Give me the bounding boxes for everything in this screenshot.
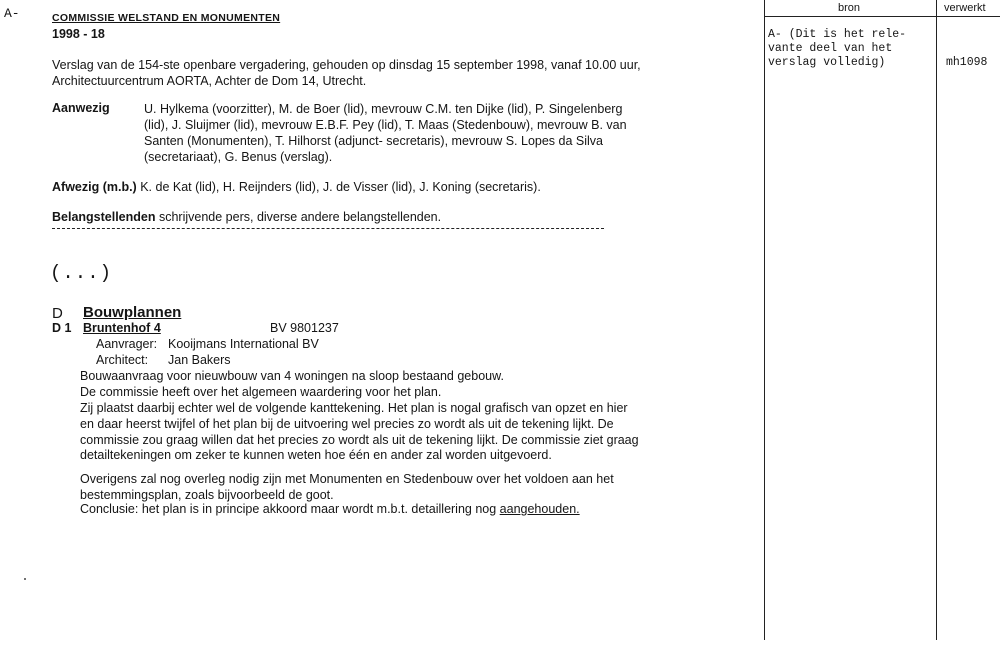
report-number: 1998 - 18 bbox=[52, 27, 105, 41]
scan-speck bbox=[24, 578, 26, 580]
item-paragraph: Bouwaanvraag voor nieuwbouw van 4 woningen na sloop bestaand gebouw. bbox=[80, 369, 504, 383]
organization-name: COMMISSIE WELSTAND EN MONUMENTEN bbox=[52, 12, 281, 24]
absent-label: Afwezig (m.b.) bbox=[52, 180, 137, 194]
item-reference: BV 9801237 bbox=[270, 321, 339, 335]
item-title: Bruntenhof 4 bbox=[83, 321, 161, 335]
interested-label: Belangstellenden bbox=[52, 210, 156, 224]
column-header-verwerkt: verwerkt bbox=[944, 2, 986, 14]
item-paragraph: Zij plaatst daarbij echter wel de volgende kanttekening. Het plan is nogal grafisch van opzet en hier en daar heerst twijfel of het plan bij de uitvoering wel precies zo wordt als uit de tekening lijkt. De commissie zou graag willen dat het precies zo wordt als uit de tekening lijkt. De commissie ziet graag detailtekeningen om zeker te kunnen weten hoe één en ander zal worden uitgevoerd. bbox=[80, 401, 639, 463]
conclusion-status: aangehouden. bbox=[499, 502, 580, 516]
interested-line bbox=[52, 209, 652, 225]
bron-note: A- (Dit is het rele- vante deel van het verslag volledig) bbox=[768, 28, 907, 69]
item-paragraph: Overigens zal nog overleg nodig zijn met Monumenten en Stedenbouw over het voldoen aan het bestemmingsplan, zoals bijvoorbeeld de goot. bbox=[80, 472, 614, 502]
applicant-value: Kooijmans International BV bbox=[168, 337, 319, 351]
item-paragraph: De commissie heeft over het algemeen waardering voor het plan. bbox=[80, 385, 442, 399]
column-divider bbox=[936, 0, 937, 640]
present-list: U. Hylkema (voorzitter), M. de Boer (lid), mevrouw C.M. ten Dijke (lid), P. Singelenberg (lid), J. Sluijmer (lid), mevrouw E.B.F. Pey (lid), T. Maas (Stedenbouw), mevrouw B. van Santen (Monumenten), T. Hilhorst (adjunct- secretaris), mevrouw S. Lopes da Silva (secretariaat), G. Benus (verslag). bbox=[144, 102, 627, 164]
section-title: Bouwplannen bbox=[83, 304, 182, 321]
architect-value: Jan Bakers bbox=[168, 353, 231, 367]
conclusion-text: Conclusie: het plan is in principe akkoord maar wordt m.b.t. detaillering nog bbox=[80, 502, 500, 516]
applicant-label: Aanvrager: bbox=[96, 337, 158, 351]
interested-list: schrijvende pers, diverse andere belangstellenden. bbox=[158, 210, 442, 224]
intro-paragraph: Verslag van de 154-ste openbare vergadering, gehouden op dinsdag 15 september 1998, vanaf 10.00 uur, Architectuurcentrum AORTA, Achter de Dom 14, Utrecht. bbox=[52, 58, 641, 88]
item-number: D 1 bbox=[52, 321, 72, 335]
column-header-bron: bron bbox=[838, 2, 861, 14]
column-divider bbox=[764, 0, 765, 640]
conclusion-line bbox=[80, 502, 580, 516]
omission-marker: (...) bbox=[50, 262, 113, 284]
column-header-rule bbox=[764, 16, 1000, 17]
architect-label: Architect: bbox=[96, 353, 149, 367]
verwerkt-code: mh1098 bbox=[946, 56, 988, 69]
present-label: Aanwezig bbox=[52, 101, 110, 115]
absent-line bbox=[52, 179, 652, 195]
margin-mark: A- bbox=[4, 6, 20, 21]
absent-list: K. de Kat (lid), H. Reijnders (lid), J. de Visser (lid), J. Koning (secretaris). bbox=[140, 180, 541, 194]
dashed-divider bbox=[52, 228, 604, 229]
section-letter: D bbox=[52, 305, 63, 322]
